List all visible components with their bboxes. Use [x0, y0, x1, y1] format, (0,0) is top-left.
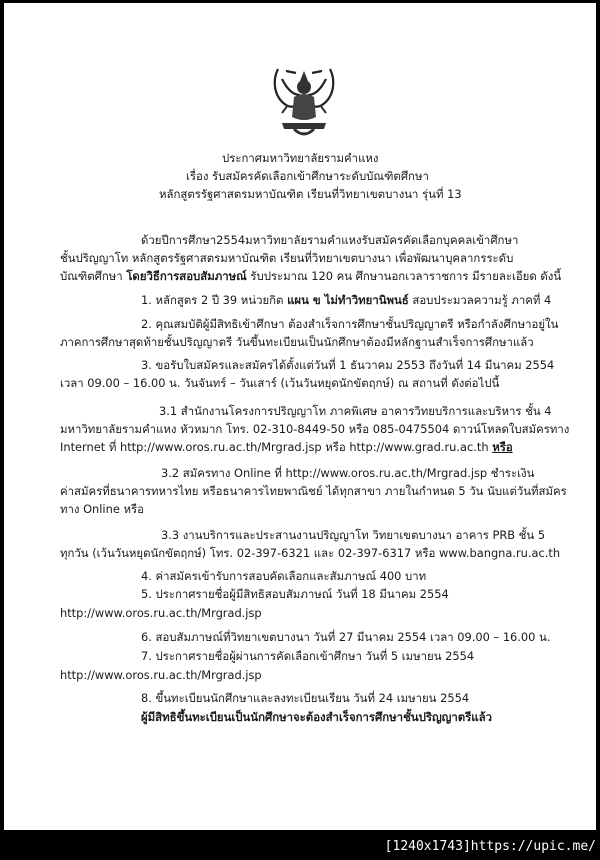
item-3-3-cont: ทุกวัน (เว้นวันหยุดนักขัตฤกษ์) โทร. 02-397-6321 และ 02-397-6317 หรือ www.bangna.ru.ac.th: [60, 546, 561, 560]
item-3-1-links[interactable]: Internet ที่ http://www.oros.ru.ac.th/Mrgrad.jsp หรือ http://www.grad.ru.ac.th หรือ: [60, 440, 513, 454]
announcement-subject: เรื่อง รับสมัครคัดเลือกเข้าศึกษาระดับบัณฑิตศึกษา: [186, 169, 429, 183]
announcement-title: ประกาศมหาวิทยาลัยรามคำแหง: [222, 151, 379, 165]
garuda-emblem-icon: [268, 61, 340, 141]
item-3-2-cont: ค่าสมัครที่ธนาคารทหารไทย หรือธนาคารไทยพาณิชย์ ได้ทุกสาขา ภายในกำหนด 5 วัน นับแต่วันที่สมัคร: [60, 484, 567, 498]
image-watermark: [1240x1743]https://upic.me/: [384, 839, 596, 854]
item-8: 8. ขึ้นทะเบียนนักศึกษาและลงทะเบียนเรียน วันที่ 24 เมษายน 2554: [141, 691, 470, 705]
item-3-2: 3.2 สมัครทาง Online ที่ http://www.oros.ru.ac.th/Mrgrad.jsp ชำระเงิน: [161, 466, 535, 480]
item-4: 4. ค่าสมัครเข้ารับการสอบคัดเลือกและสัมภาษณ์ 400 บาท: [141, 569, 427, 583]
intro-line-3: บัณฑิตศึกษา โดยวิธีการสอบสัมภาษณ์ รับประมาณ 120 คน ศึกษานอกเวลาราชการ มีรายละเอียด ดังนี้: [60, 269, 562, 283]
item-3: 3. ขอรับใบสมัครและสมัครได้ตั้งแต่วันที่ 1 ธันวาคม 2553 ถึงวันที่ 14 มีนาคม 2554: [141, 358, 555, 372]
intro-line-2: ชั้นปริญญาโท หลักสูตรรัฐศาสตรมหาบัณฑิต เรียนที่วิทยาเขตบางนา เพื่อพัฒนาบุคลากรระดับ: [60, 251, 514, 265]
item-2: 2. คุณสมบัติผู้มีสิทธิเข้าศึกษา ต้องสำเร็จการศึกษาชั้นปริญญาตรี หรือกำลังศึกษาอยู่ใน: [141, 317, 559, 331]
item-3-cont: เวลา 09.00 – 16.00 น. วันจันทร์ – วันเสาร์ (เว้นวันหยุดนักขัตฤกษ์) ณ สถานที่ ดังต่อไปนี้: [60, 376, 500, 390]
item-6: 6. สอบสัมภาษณ์ที่วิทยาเขตบางนา วันที่ 27 มีนาคม 2554 เวลา 09.00 – 16.00 น.: [141, 630, 551, 644]
item-7-link[interactable]: http://www.oros.ru.ac.th/Mrgrad.jsp: [60, 668, 262, 682]
item-3-1: 3.1 สำนักงานโครงการปริญญาโท ภาคพิเศษ อาคารวิทยบริการและบริหาร ชั้น 4: [159, 404, 552, 418]
item-2-cont: ภาคการศึกษาสุดท้ายชั้นปริญญาตรี วันขึ้นทะเบียนเป็นนักศึกษาต้องมีหลักฐานสำเร็จการศึกษาแล้ว: [60, 335, 534, 349]
requirement-note: ผู้มีสิทธิขึ้นทะเบียนเป็นนักศึกษาจะต้องสำเร็จการศึกษาชั้นปริญญาตรีแล้ว: [141, 710, 492, 724]
item-5-link[interactable]: http://www.oros.ru.ac.th/Mrgrad.jsp: [60, 606, 262, 620]
item-3-3: 3.3 งานบริการและประสานงานปริญญาโท วิทยาเขตบางนา อาคาร PRB ชั้น 5: [161, 528, 546, 542]
document-page: [4, 3, 596, 830]
item-3-2-cont2: ทาง Online หรือ: [60, 502, 144, 516]
intro-line-1: ด้วยปีการศึกษา2554มหาวิทยาลัยรามคำแหงรับสมัครคัดเลือกบุคคลเข้าศึกษา: [141, 233, 519, 247]
item-3-1-cont: มหาวิทยาลัยรามคำแหง หัวหมาก โทร. 02-310-8449-50 หรือ 085-0475504 ดาวน์โหลดใบสมัครทาง: [60, 422, 570, 436]
item-5: 5. ประกาศรายชื่อผู้มีสิทธิสอบสัมภาษณ์ วันที่ 18 มีนาคม 2554: [141, 587, 449, 601]
item-1: 1. หลักสูตร 2 ปี 39 หน่วยกิต แผน ข ไม่ทำวิทยานิพนธ์ สอบประมวลความรู้ ภาคที่ 4: [141, 293, 552, 307]
announcement-program: หลักสูตรรัฐศาสตรมหาบัณฑิต เรียนที่วิทยาเขตบางนา รุ่นที่ 13: [159, 187, 462, 201]
item-7: 7. ประกาศรายชื่อผู้ผ่านการคัดเลือกเข้าศึกษา วันที่ 5 เมษายน 2554: [141, 649, 475, 663]
